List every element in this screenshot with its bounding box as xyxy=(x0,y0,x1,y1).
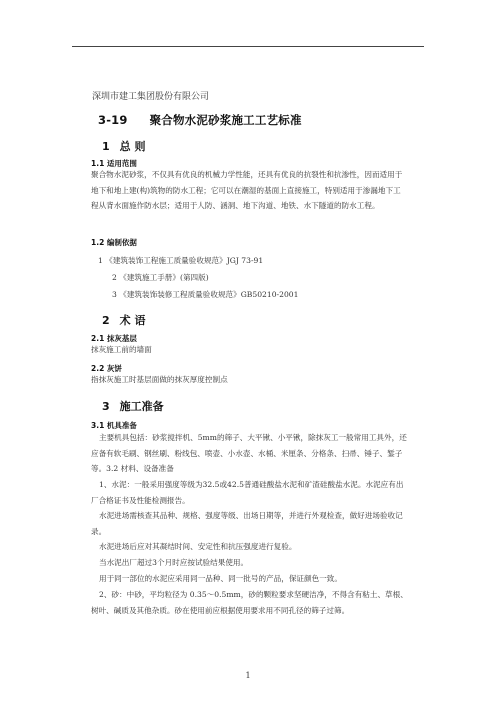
paragraph-sand: 2、砂：中砂，平均粒径为 0.35～0.5mm，砂的颗粒要求坚硬洁净，不得含有粘土、草根、树叶、碱质及其他杂质。砂在使用前应根据使用要求用不同孔径的筛子过筛。 xyxy=(91,590,408,615)
paragraph-cement-5: 用于同一部位的水泥应采用同一品种、同一批号的产品，保证颜色一致。 xyxy=(99,574,342,583)
section-title: 总 则 xyxy=(119,140,146,153)
page-number: 1 xyxy=(245,671,251,680)
reference-item-3: 3 《建筑装饰装修工程质量验收规范》GB50210-2001 xyxy=(112,290,299,299)
subsection-heading-2-2: 2.2 灰饼 xyxy=(91,364,122,373)
subsection-heading-1-2: 1.2 编制依据 xyxy=(91,238,137,247)
section-number: 2 xyxy=(102,314,110,327)
title-text: 聚合物水泥砂浆施工工艺标准 xyxy=(149,113,302,127)
section-title: 施工准备 xyxy=(119,400,164,413)
subsection-heading-3-1: 3.1 机具准备 xyxy=(91,421,137,430)
section-heading-3 xyxy=(102,398,164,414)
header-rule xyxy=(72,46,424,47)
paragraph-tools: 主要机具包括：砂浆搅拌机、5mm的筛子、大平锹、小平锹，除抹灰工一般常用工具外，还应备有软毛刷、钢丝刷、粉线包、喷壶、小水壶、水桶、米厘条、分格条、扫帚、锤子、錾子等。3.2 材料、设备准备 xyxy=(91,433,407,474)
paragraph-cement-3: 水泥进场后应对其凝结时间、安定性和抗压强度进行复验。 xyxy=(99,542,297,551)
section-title: 术 语 xyxy=(119,314,146,327)
paragraph-cement-4: 当水泥出厂超过3个月时应按试验结果使用。 xyxy=(99,558,249,567)
section-heading-2 xyxy=(102,312,146,328)
paragraph-2-1: 抹灰施工前的墙面 xyxy=(91,345,152,354)
subsection-heading-2-1: 2.1 抹灰基层 xyxy=(91,334,137,343)
document-title xyxy=(98,112,302,128)
section-number: 1 xyxy=(102,140,110,153)
reference-item-1: 1 《建筑装饰工程施工质量验收规范》JGJ 73-91 xyxy=(98,256,264,265)
company-name: 深圳市建工集团股份有限公司 xyxy=(92,92,210,102)
subsection-heading-1-1: 1.1 适用范围 xyxy=(91,159,137,168)
paragraph-cement-2: 水泥进场需核查其品种、规格、强度等级、出场日期等，并进行外观检查，做好进场验收记录。 xyxy=(91,511,403,536)
section-number: 3 xyxy=(102,400,110,413)
paragraph-cement-1: 1、水泥：一般采用强度等级为32.5或42.5普通硅酸盐水泥和矿渣硅酸盐水泥。水泥应有出厂合格证书及性能检测报告。 xyxy=(91,480,404,505)
paragraph-scope: 聚合物水泥砂浆，不仅具有优良的机械力学性能，还具有优良的抗裂性和抗渗性，因而适用于地下和地上建(构)筑物的防水工程；它可以在潮湿的基面上直接施工，特别适用于渗漏地下工程从背水面施作防水层；适用于人防、涵洞、地下沟道、地铁、水下隧道的防水工程。 xyxy=(91,170,403,211)
reference-item-2: 2 《建筑施工手册》(第四版) xyxy=(112,273,209,282)
paragraph-2-2: 指抹灰施工时基层面做的抹灰厚度控制点 xyxy=(91,375,228,384)
section-heading-1 xyxy=(102,138,146,154)
title-number: 3-19 xyxy=(98,113,128,127)
